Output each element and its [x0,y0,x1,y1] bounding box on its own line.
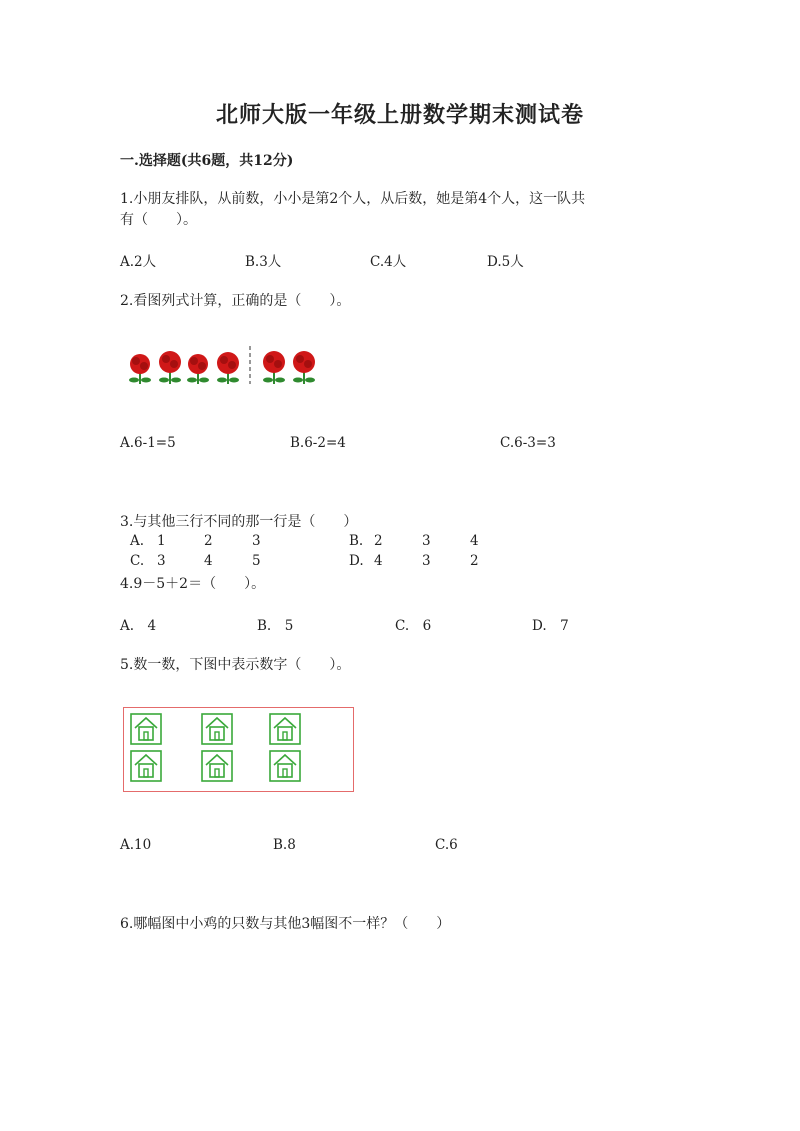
section-heading: 一.选择题(共6题，共12分) [120,153,294,169]
question-3-row-a-value: 3 [252,533,261,549]
question-4-text: 4.9－5＋2＝（ ）。 [120,576,266,592]
flower-icon [217,352,239,384]
question-3-row-b-value: 2 [374,533,383,549]
question-3-row-d-value: 3 [422,553,431,569]
question-4-option-d: D. 7 [532,618,569,634]
page-title: 北师大版一年级上册数学期末测试卷 [215,102,584,128]
question-3-row-b-value: 3 [422,533,431,549]
question-2-option-c: C.6-3=3 [500,435,556,451]
house-icon [201,713,233,745]
question-1-option-c: C.4人 [370,254,407,270]
question-1-option-b: B.3人 [245,254,282,270]
question-4-option-b: B. 5 [257,618,294,634]
house-icon [269,750,301,782]
question-3-text: 3.与其他三行不同的那一行是（ ） [120,514,358,530]
house-icon [130,713,162,745]
flowers-image [122,344,328,386]
question-5-option-c: C.6 [435,837,458,853]
question-1-option-d: D.5人 [487,254,524,270]
question-3-row-a-value: 1 [157,533,166,549]
flower-icon [159,351,181,384]
question-5-option-b: B.8 [273,837,296,853]
question-3-row-c-value: 4 [204,553,213,569]
flower-icon [187,354,209,384]
question-1-text-line1: 1.小朋友排队，从前数，小小是第2个人，从后数，她是第4个人，这一队共 [120,191,586,207]
flower-icon [263,351,285,384]
house-icon [201,750,233,782]
question-3-row-a-value: 2 [204,533,213,549]
question-2-text: 2.看图列式计算，正确的是（ ）。 [120,293,351,309]
question-3-row-d-value: 2 [470,553,479,569]
question-3-row-d-label: D. [349,553,364,569]
question-3-row-c-label: C. [130,553,145,569]
question-3-row-a-label: A. [130,533,145,549]
question-1-option-a: A.2人 [120,254,157,270]
question-3-row-d-value: 4 [374,553,383,569]
question-3-row-c-value: 5 [252,553,261,569]
question-2-option-a: A.6-1=5 [120,435,176,451]
question-6-text: 6.哪幅图中小鸡的只数与其他3幅图不一样？（ ） [120,916,451,932]
question-5-option-a: A.10 [120,837,152,853]
question-3-row-c-value: 3 [157,553,166,569]
house-icon [130,750,162,782]
question-3-row-b-value: 4 [470,533,479,549]
question-5-text: 5.数一数，下图中表示数字（ ）。 [120,657,351,673]
question-4-option-a: A. 4 [120,618,157,634]
question-3-row-b-label: B. [349,533,364,549]
flower-icon [129,354,151,384]
question-4-option-c: C. 6 [395,618,432,634]
house-icon [269,713,301,745]
houses-image-box [123,707,354,792]
question-2-option-b: B.6-2=4 [290,435,346,451]
flower-icon [293,351,315,384]
question-1-text-line2: 有（ ）。 [120,212,197,228]
